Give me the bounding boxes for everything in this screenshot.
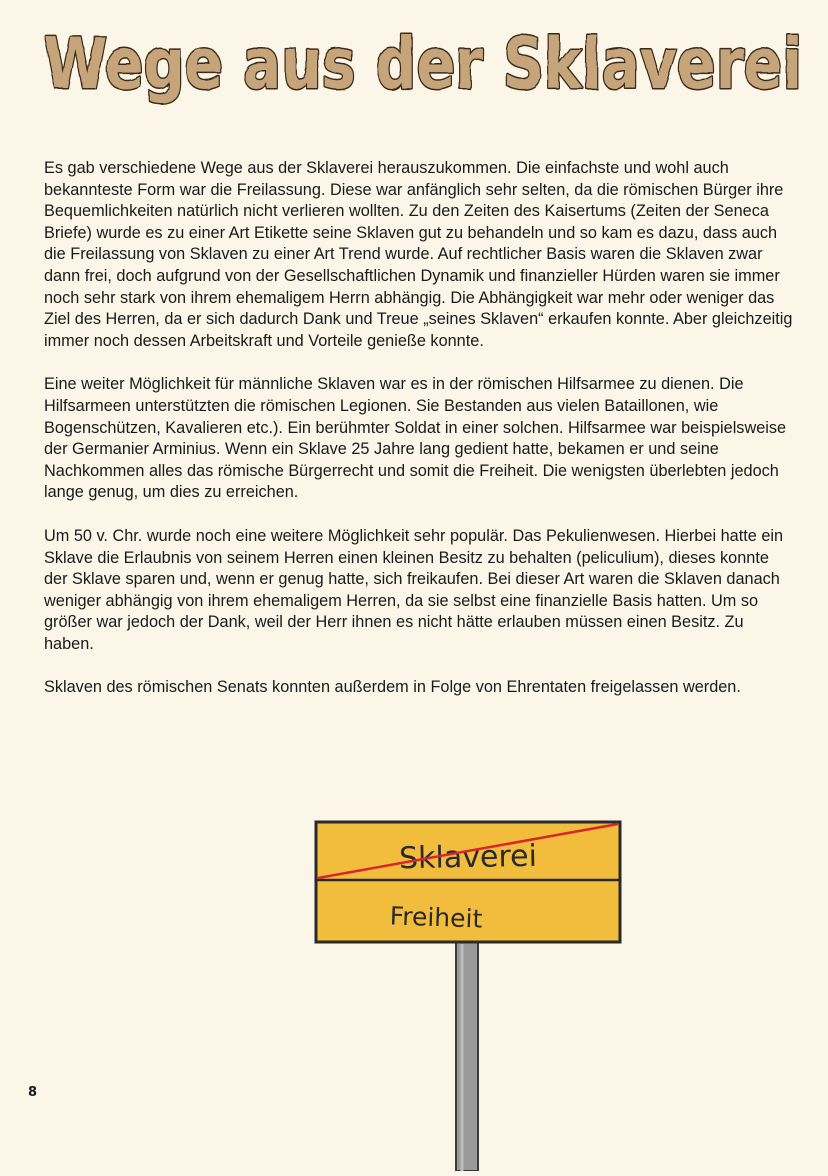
sign-top-text: Sklaverei [398,838,538,877]
sign-pole [456,942,478,1171]
title-text: Wege aus der Sklaverei [44,23,802,105]
article-body [44,158,794,721]
paragraph-senat: Sklaven des römischen Senats konnten außerdem in Folge von Ehrentaten freigelassen werden. [44,678,741,697]
paragraph-freilassung: Es gab verschiedene Wege aus der Sklaverei herauszukommen. Die einfachste und wohl auch bekannteste Form war die Freilassung. Diese war anfänglich sehr selten, da die römischen Bürger ihre Bequemlichkeiten natürlich nicht verlieren wollten. Zu den Zeiten des Kaisertums (Zeiten der Seneca Briefe) wurde es zu einer Art Etikette seine Sklaven gut zu behandeln und so kam es dazu, dass auch die Freilassung von Sklaven zu einer Art Trend wurde. Auf rechtlicher Basis waren die Sklaven zwar dann frei, doch aufgrund von der Gesellschaftlichen Dynamik und finanzieller Hürden waren sie immer noch sehr stark von ihrem ehemaligem Herrn abhängig. Die Abhängigkeit war mehr oder weniger das Ziel des Herren, da er sich dadurch Dank und Treue „seines Sklaven“ erkaufen konnte. Aber gleichzeitig immer noch dessen Arbeitskraft und Vorteile genieße konnte. [44,159,793,350]
town-sign-graphic [312,818,624,1171]
sign-bottom-text: Freiheit [389,901,483,934]
title-graphic [40,14,810,114]
paragraph-hilfsarmee: Eine weiter Möglichkeit für männliche Sklaven war es in der römischen Hilfsarmee zu dienen. Die Hilfsarmeen unterstützten die römischen Legionen. Sie Bestanden aus vielen Bataillonen, wie Bogenschützen, Kavalieren etc.). Ein berühmter Soldat in einer solchen. Hilfsarmee war beispielsweise der Germanier Arminius. Wenn ein Sklave 25 Jahre lang gedient hatte, bekamen er und seine Nachkommen alles das römische Bürgerrecht und somit die Freiheit. Die wenigsten überlebten jedoch lange genug, um dies zu erreichen. [44,375,787,502]
town-sign-illustration [312,818,624,1171]
paragraph-pekulienwesen: Um 50 v. Chr. wurde noch eine weitere Möglichkeit sehr populär. Das Pekulienwesen. Hierbei hatte ein Sklave die Erlaubnis von seinem Herren einen kleinen Besitz zu behalten (peliculium), dieses konnte der Sklave sparen und, wenn er genug hatte, sich freikaufen. Bei dieser Art waren die Sklaven danach weniger abhängig von ihrem ehemaligem Herren, da sie selbst eine finanzielle Basis hatten. Um so größer war jedoch der Dank, weil der Herr ihnen es nicht hätte erlauben müssen einen Besitz. Zu haben. [44,526,784,653]
page-number: 8 [28,1085,38,1100]
page-title [40,14,810,114]
